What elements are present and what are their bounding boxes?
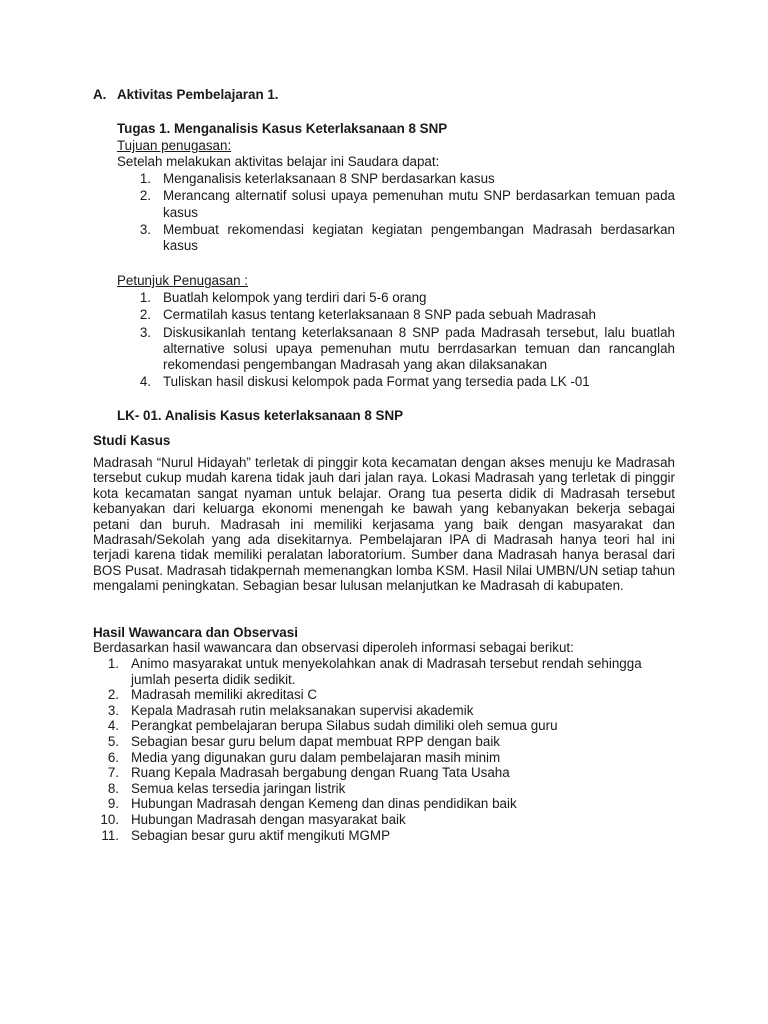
list-item: 4. Tuliskan hasil diskusi kelompok pada Format yang tersedia pada LK -01 xyxy=(139,374,590,390)
goals-list xyxy=(139,171,675,254)
list-item: 11. Sebagian besar guru aktif mengikuti MGMP xyxy=(101,827,391,843)
worksheet-title: LK- 01. Analisis Kasus keterlaksanaan 8 SNP xyxy=(117,408,404,423)
list-item: 7. Ruang Kepala Madrasah bergabung dengan Ruang Tata Usaha xyxy=(107,765,510,781)
task-title: Tugas 1. Menganalisis Kasus Keterlaksanaan 8 SNP xyxy=(117,121,448,136)
case-study-paragraph: Madrasah “Nurul Hidayah” terletak di pinggir kota kecamatan dengan akses menuju ke Madrasah tersebut cukup mudah karena tidak jauh dari jalan raya. Lokasi Madrasah yang terletak di pinggir kota kecamatan sangat nyaman untuk belajar. Orang tua peserta didik di Madrasah tersebut kebanyakan dari keluarga ekonomi menengah ke bawah yang kebanyakan bekerja sebagai petani dan buruh. Madrasah ini memiliki kerjasama yang baik dengan masyarakat dan Madrasah/Sekolah yang ada disekitarnya. Pembelajaran IPA di Madrasah hanya teori hal ini terjadi karena tidak memiliki peralatan laboratorium. Sumber dana Madrasah hanya berasal dari BOS Pusat. Madrasah tidakpernah memenangkan lomba KSM. Hasil Nilai UMBN/UN setiap tahun mengalami peningkatan. Sebagian besar lulusan melanjutkan ke Madrasah di kabupaten. xyxy=(93,455,676,594)
list-item: 10. Hubungan Madrasah dengan masyarakat baik xyxy=(100,811,406,827)
goal-intro: Setelah melakukan aktivitas belajar ini Saudara dapat: xyxy=(117,154,440,169)
list-item: 1. Buatlah kelompok yang terdiri dari 5-6 orang xyxy=(139,290,427,305)
section-title: Aktivitas Pembelajaran 1. xyxy=(117,87,279,102)
list-item: 2. Madrasah memiliki akreditasi C xyxy=(107,687,318,703)
list-item: 3. Kepala Madrasah rutin melaksanakan supervisi akademik xyxy=(107,702,474,718)
findings-list xyxy=(100,656,676,843)
list-item: 5. Sebagian besar guru belum dapat membuat RPP dengan baik xyxy=(107,733,500,749)
instructions-label: Petunjuk Penugasan : xyxy=(117,273,249,288)
list-item: 3. Membuat rekomendasi kegiatan kegiatan pengembangan Madrasah berdasarkan kasus xyxy=(139,221,675,254)
goal-label: Tujuan penugasan: xyxy=(117,138,232,153)
section-letter: A. xyxy=(93,87,107,102)
list-item: 9. Hubungan Madrasah dengan Kemeng dan dinas pendidikan baik xyxy=(107,796,517,812)
list-item: 8. Semua kelas tersedia jaringan listrik xyxy=(107,780,346,796)
case-study-heading: Studi Kasus xyxy=(93,433,171,448)
list-item: 2. Cermatilah kasus tentang keterlaksanaan 8 SNP pada sebuah Madrasah xyxy=(139,307,596,323)
findings-heading: Hasil Wawancara dan Observasi xyxy=(93,625,298,640)
findings-intro: Berdasarkan hasil wawancara dan observasi diperoleh informasi sebagai berikut: xyxy=(93,640,574,655)
list-item: 1. Menganalisis keterlaksanaan 8 SNP berdasarkan kasus xyxy=(139,171,495,186)
list-item: 1. Animo masyarakat untuk menyekolahkan anak di Madrasah tersebut rendah sehingga jumlah peserta didik sedikit. xyxy=(107,656,642,687)
list-item: 3. Diskusikanlah tentang keterlaksanaan 8 SNP pada Madrasah tersebut, lalu buatlah alternative solusi upaya pemenuhan mutu berrdasarkan temuan dan rancanglah rekomendasi pengembangan Madrasah yang akan dilaksanakan xyxy=(139,324,675,373)
list-item: 6. Media yang digunakan guru dalam pembelajaran masih minim xyxy=(107,749,501,765)
instructions-list xyxy=(139,290,675,391)
list-item: 2. Merancang alternatif solusi upaya pemenuhan mutu SNP berdasarkan temuan pada kasus xyxy=(139,188,675,220)
list-item: 4. Perangkat pembelajaran berupa Silabus sudah dimiliki oleh semua guru xyxy=(107,718,558,734)
